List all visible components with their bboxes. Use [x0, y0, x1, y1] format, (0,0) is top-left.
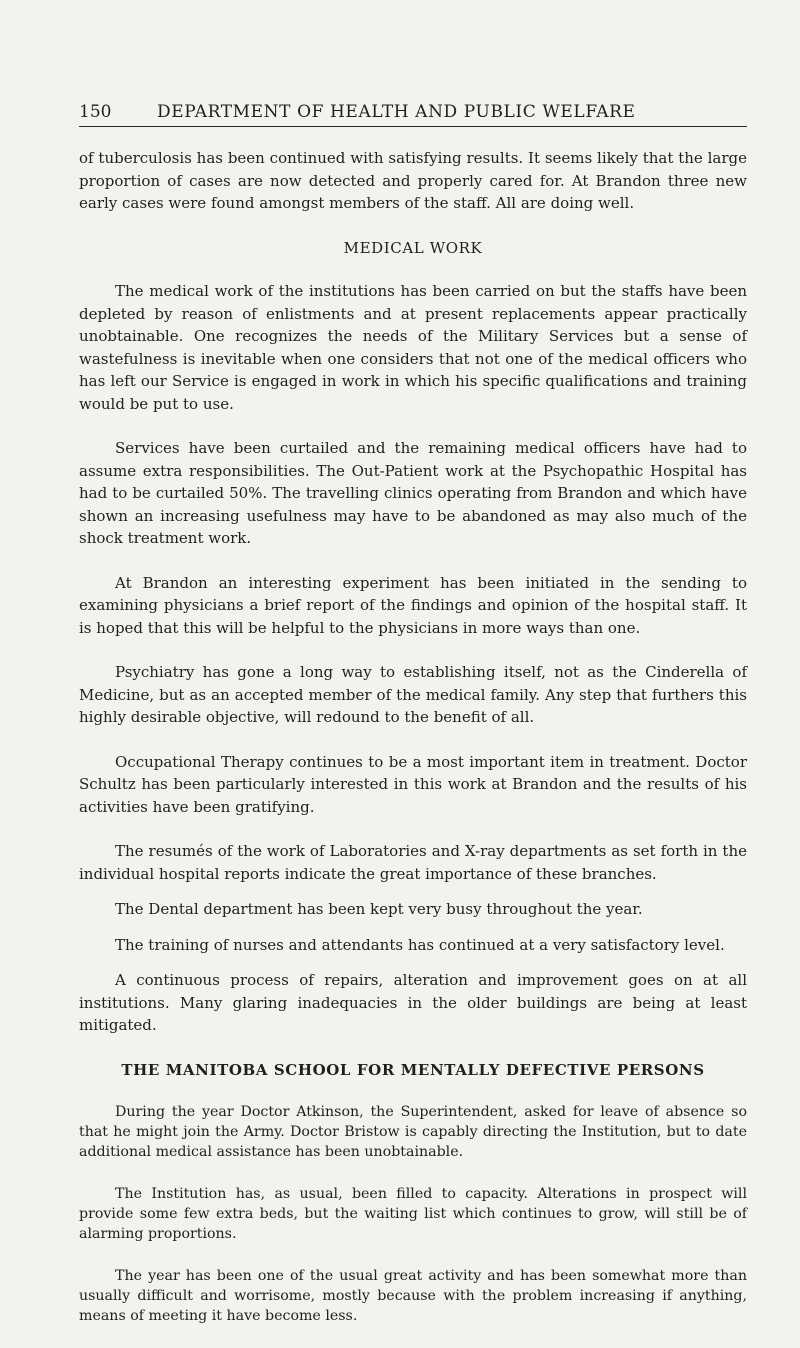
section-heading-manitoba-school: THE MANITOBA SCHOOL FOR MENTALLY DEFECTIVE PERSONS	[121, 1060, 705, 1079]
paragraph: Services have been curtailed and the remaining medical officers have had to assume extra responsibilities. The Out-Patient work at the Psychopathic Hospital has had to be curtailed 50%. The travelling clinics operating from Brandon and which have shown an increasing usefulness may have to be abandoned as may also much of the shock treatment work.	[79, 439, 747, 547]
paragraph: The resumés of the work of Laboratories and X-ray departments as set forth in the individual hospital reports indicate the great importance of these branches.	[79, 842, 747, 883]
paragraph: The year has been one of the usual great activity and has been somewhat more than usually difficult and worrisome, mostly because with the problem increasing if anything, means of meeting it have become less.	[79, 1268, 747, 1324]
section-heading-medical-work: MEDICAL WORK	[343, 238, 483, 257]
paragraph: Occupational Therapy continues to be a most important item in treatment. Doctor Schultz has been particularly interested in this work at Brandon and the results of his activities have been gratifying.	[79, 752, 747, 816]
paragraph: At Brandon an interesting experiment has been initiated in the sending to examining physicians a brief report of the findings and opinion of the hospital staff. It is hoped that this will be helpful to the physicians in more ways than one.	[79, 573, 747, 637]
paragraph: The medical work of the institutions has been carried on but the staffs have been depleted by reason of enlistments and at present replacements appear practically unobtainable. One recognizes the needs of the Military Services but a sense of wastefulness is inevitable when one considers that not one of the medical officers who has left our Service is engaged in work in which his specific qualifications and training would be put to use.	[79, 282, 747, 413]
paragraph: The training of nurses and attendants has continued at a very satisfactory level.	[115, 935, 725, 954]
page-header	[79, 102, 747, 127]
paragraph: A continuous process of repairs, alteration and improvement goes on at all institutions. Many glaring inadequacies in the older buildings are being at least mitigated.	[79, 971, 747, 1034]
intro-paragraph: of tuberculosis has been continued with satisfying results. It seems likely that the large proportion of cases are now detected and properly cared for. At Brandon three new early cases were found amongst members of the staff. All are doing well.	[79, 149, 747, 212]
paragraph: Psychiatry has gone a long way to establishing itself, not as the Cinderella of Medicine, but as an accepted member of the medical family. Any step that furthers this highly desirable objective, will redound to the benefit of all.	[79, 663, 747, 726]
section-manitoba-school	[79, 1059, 747, 1327]
section-medical-work	[79, 237, 747, 1037]
paragraph: The Dental department has been kept very busy throughout the year.	[115, 900, 643, 918]
page-body	[79, 147, 747, 1348]
running-title: DEPARTMENT OF HEALTH AND PUBLIC WELFARE	[157, 102, 636, 122]
paragraph: During the year Doctor Atkinson, the Superintendent, asked for leave of absence so that he might join the Army. Doctor Bristow is capably directing the Institution, but to date additional medical assistance has been unobtainable.	[79, 1104, 747, 1160]
paragraph: The Institution has, as usual, been filled to capacity. Alterations in prospect will provide some few extra beds, but the waiting list which continues to grow, will still be of alarming proportions.	[79, 1186, 747, 1242]
page-number: 150	[79, 102, 112, 122]
